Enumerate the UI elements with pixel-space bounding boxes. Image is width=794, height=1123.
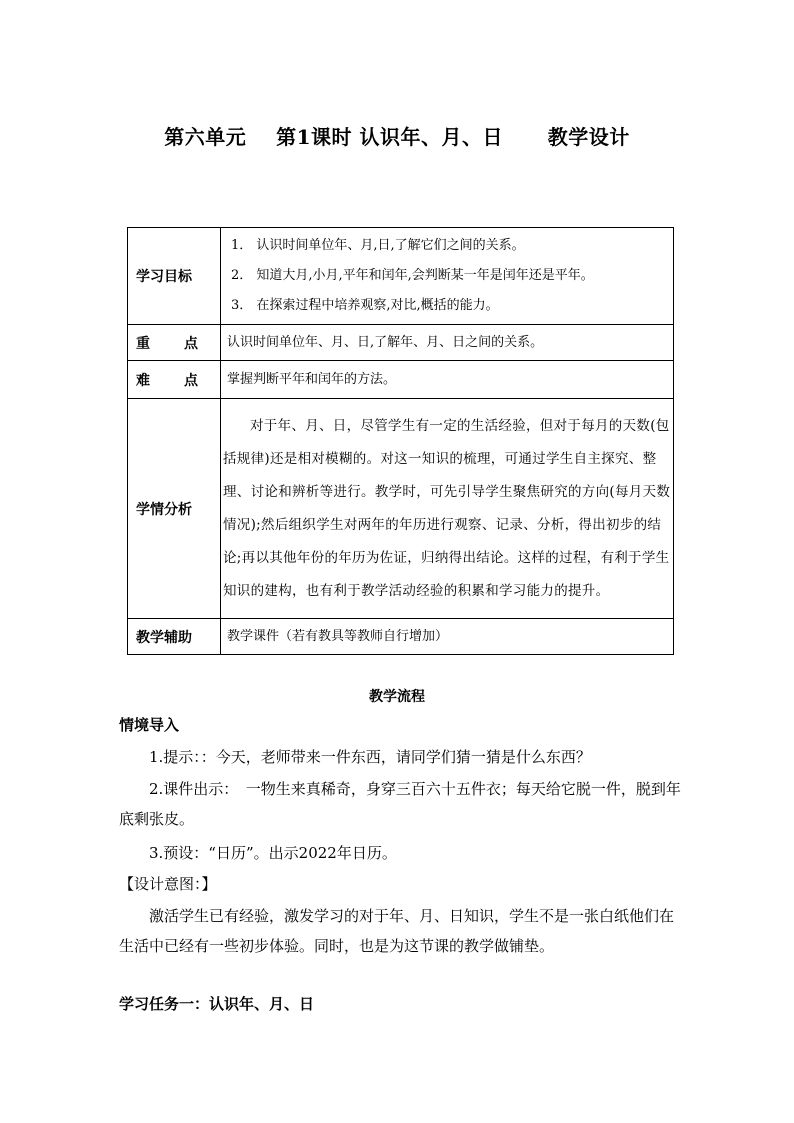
aids-content: 教学课件（若有教具等教师自行增加） <box>221 619 674 655</box>
table-row-difficulty <box>128 361 674 399</box>
difficulty-content: 掌握判断平年和闰年的方法。 <box>221 361 674 399</box>
table-row-aids <box>128 619 674 655</box>
goal-line-1: 1． 认识时间单位年、月,日,了解它们之间的关系。 <box>231 238 525 253</box>
goals-content <box>221 228 674 325</box>
analysis-label: 学情分析 <box>128 399 221 619</box>
title-unit: 第六单元 <box>164 125 247 149</box>
table-row-analysis <box>128 399 674 619</box>
document-title <box>0 121 794 150</box>
intro-item-1: 1.提示：：今天，老师带来一件东西，请同学们猜一猜是什么东西？ <box>149 748 591 766</box>
intro-item-3: 3.预设：“日历”。出示2022年日历。 <box>149 844 397 862</box>
task1-heading: 学习任务一：认识年、月、日 <box>119 995 315 1013</box>
title-design: 教学设计 <box>547 125 630 149</box>
intro-item-2: 2.课件出示： 一物生来真稀奇，身穿三百六十五件衣；每天给它脱一件，脱到年底剩张皮。 <box>119 780 681 828</box>
flow-title: 教学流程 <box>369 689 425 705</box>
title-lesson: 第1课时 认识年、月、日 <box>276 125 503 149</box>
design-intent-label: 【设计意图：】 <box>119 875 217 893</box>
table-row-goals <box>128 228 674 325</box>
section-intro-heading: 情境导入 <box>119 716 180 734</box>
analysis-paragraph: 对于年、月、日，尽管学生有一定的生活经验，但对于每月的天数(包括规律)还是相对模糊的。对这一知识的梳理，可通过学生自主探究、整理、讨论和辨析等进行。教学时，可先引导学生聚焦研究的方向(每月天数情况);然后组织学生对两年的年历进行观察、记录、分析，得出初步的结论;再以其他年份的年历为佐证，归纳得出结论。这样的过程，有利于学生知识的建构，也有利于教学活动经验的积累和学习能力的提升。 <box>223 417 671 599</box>
key-points-content: 认识时间单位年、月、日,了解年、月、日之间的关系。 <box>221 325 674 361</box>
design-intent-text: 激活学生已有经验，激发学习的对于年、月、日知识，学生不是一张白纸他们在生活中已经有一些初步体验。同时，也是为这节课的教学做铺垫。 <box>119 907 675 955</box>
difficulty-label: 难 点 <box>128 361 221 399</box>
goal-line-3: 3． 在探索过程中培养观察,对比,概括的能力。 <box>231 298 499 313</box>
analysis-content <box>221 399 674 619</box>
key-points-label: 重 点 <box>128 325 221 361</box>
goals-label: 学习目标 <box>128 228 221 325</box>
table-row-key-points <box>128 325 674 361</box>
aids-label: 教学辅助 <box>128 619 221 655</box>
goal-line-2: 2． 知道大月,小月,平年和闰年,会判断某一年是闰年还是平年。 <box>231 268 594 283</box>
lesson-plan-table <box>127 227 674 655</box>
